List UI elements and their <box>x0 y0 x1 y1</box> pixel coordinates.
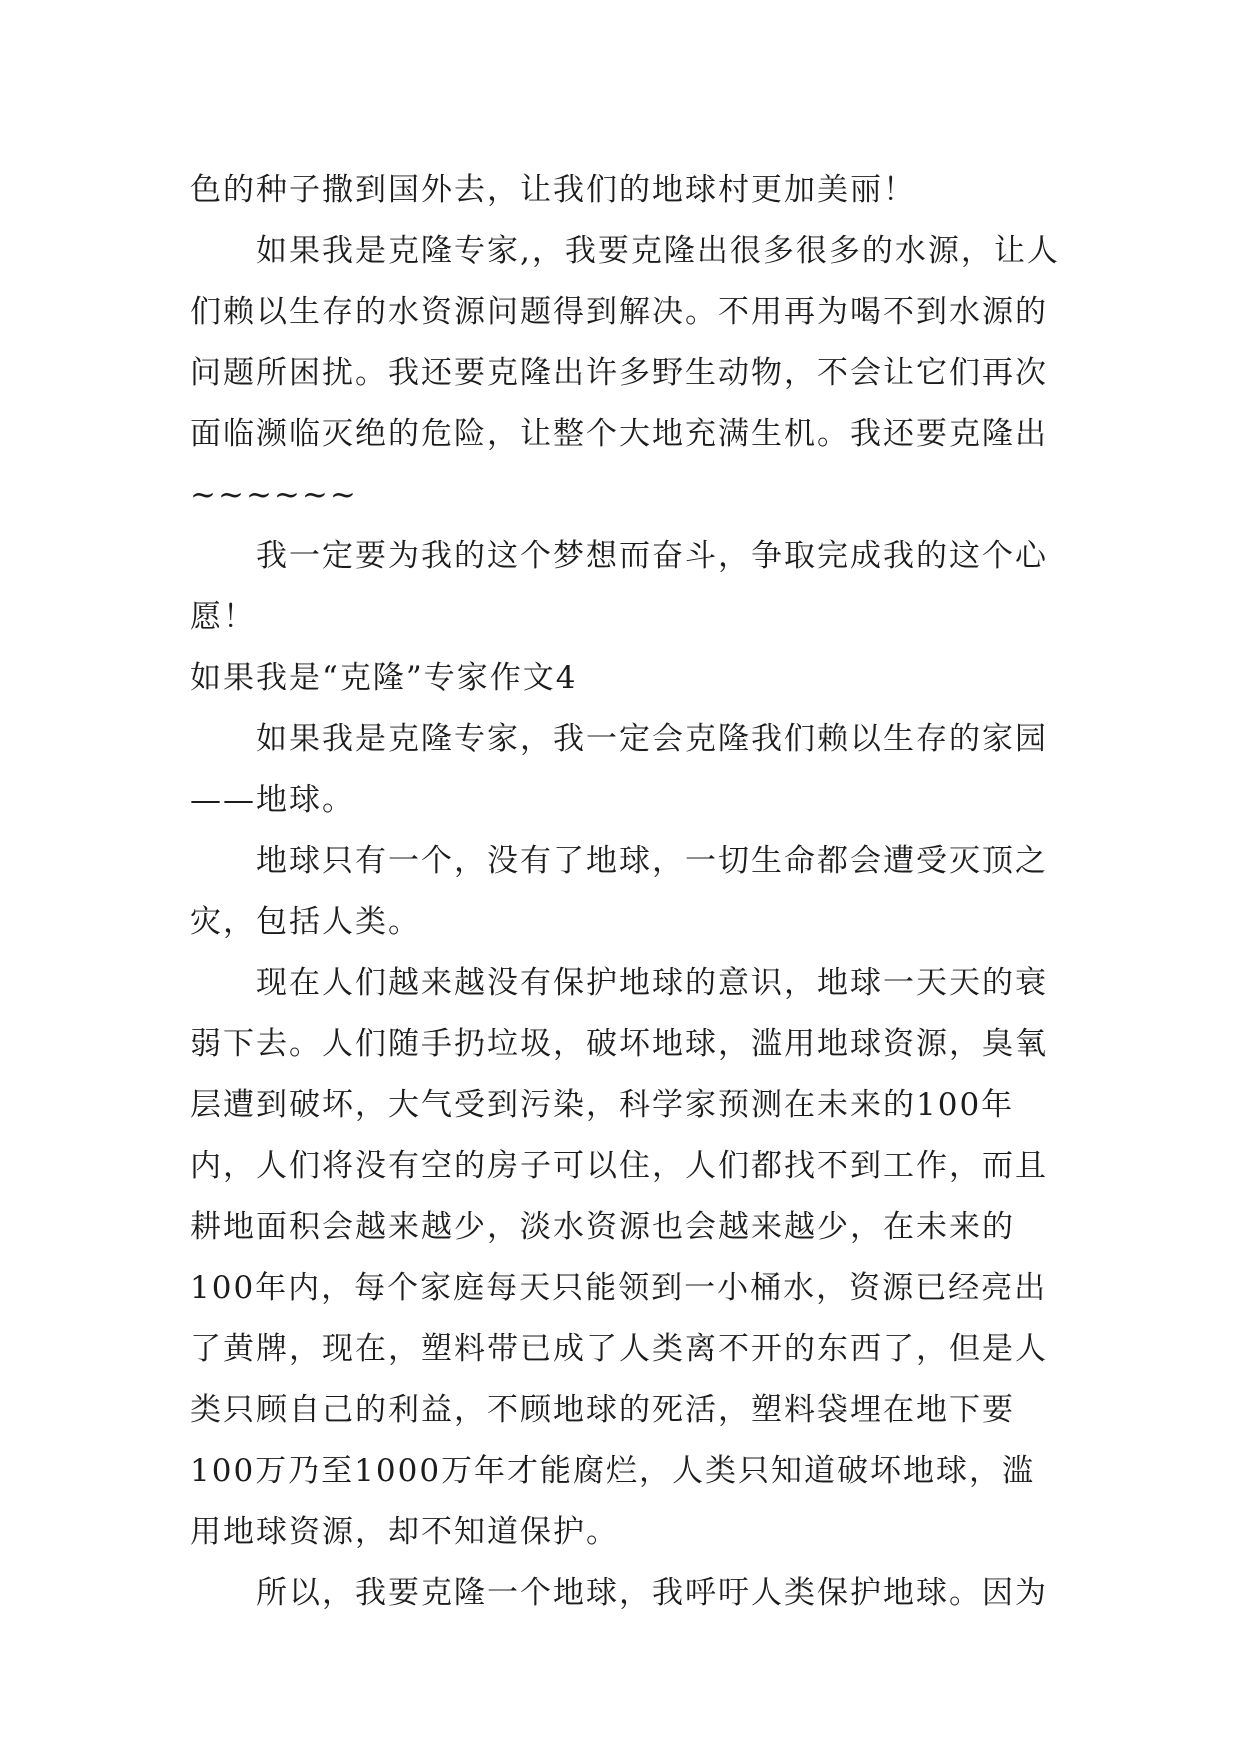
paragraph-clone-water: 如果我是克隆专家,，我要克隆出很多很多的水源，让人们赖以生存的水资源问题得到解决。不用再为喝不到水源的问题所困扰。我还要克隆出许多野生动物，不会让它们再次面临濒临灭绝的危险，让整个大地充满生机。我还要克隆出~~~~~~ <box>190 233 1060 513</box>
paragraph-conclusion: 所以，我要克隆一个地球，我呼吁人类保护地球。因为 <box>256 1575 1048 1611</box>
paragraph-dream: 我一定要为我的这个梦想而奋斗，争取完成我的这个心愿！ <box>190 538 1048 635</box>
essay-title: 如果我是“克隆”专家作文4 <box>190 660 578 696</box>
paragraph-clone-earth: 如果我是克隆专家，我一定会克隆我们赖以生存的家园——地球。 <box>190 721 1048 818</box>
paragraph-protection-awareness: 现在人们越来越没有保护地球的意识，地球一天天的衰弱下去。人们随手扔垃圾，破坏地球，滥用地球资源，臭氧层遭到破坏，大气受到污染，科学家预测在未来的100年内，人们将没有空的房子可以住，人们都找不到工作，而且耕地面积会越来越少，淡水资源也会越来越少，在未来的100年内，每个家庭每天只能领到一小桶水，资源已经亮出了黄牌，现在，塑料带已成了人类离不开的东西了，但是人类只顾自己的利益，不顾地球的死活，塑料袋埋在地下要100万乃至1000万年才能腐烂，人类只知道破坏地球，滥用地球资源，却不知道保护。 <box>190 965 1048 1550</box>
document-body <box>190 160 1060 1624</box>
paragraph-only-one-earth: 地球只有一个，没有了地球，一切生命都会遭受灭顶之灾，包括人类。 <box>190 843 1048 940</box>
paragraph-continuation: 色的种子撒到国外去，让我们的地球村更加美丽！ <box>190 172 916 208</box>
